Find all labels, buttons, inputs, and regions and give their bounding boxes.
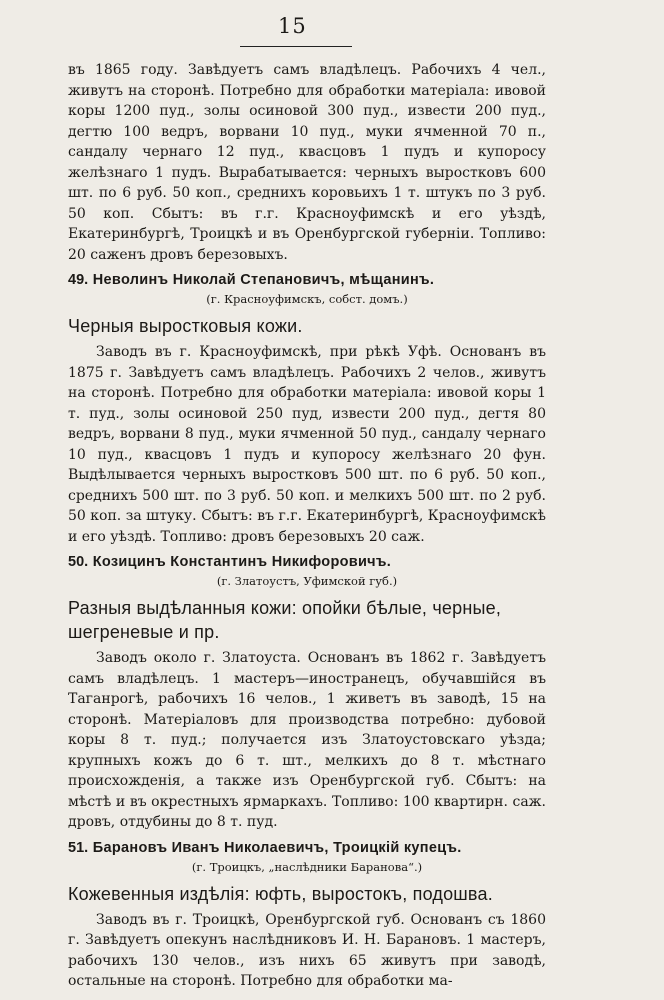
entry-49: [68, 269, 546, 547]
page-body: [68, 60, 546, 992]
entry-owner: Барановъ Иванъ Николаевичъ, Троицкій купецъ.: [92, 839, 462, 856]
entry-heading: [68, 269, 546, 291]
entry-description: Заводъ въ г. Красноуфимскѣ, при рѣкѣ Уфѣ. Основанъ въ 1875 г. Завѣдуетъ самъ владѣлецъ. Рабочихъ 2 челов., живутъ на сторонѣ. Потребно для обработки матеріала: ивовой коры 1 т. пуд., золы осиновой 250 пуд, извести 200 пуд., дегтя 80 ведръ, ворвани 8 пуд., муки ячменной 50 пуд., сандалу чернаго 10 пуд., квасцовъ 1 пудъ и купоросу желѣзнаго 20 фун. Выдѣлывается черныхъ выростковъ 500 шт. по 6 руб. 50 коп., среднихъ 500 шт. по 3 руб. 50 коп. и мелкихъ 500 шт. по 2 руб. 50 коп. за штуку. Сбытъ: въ г.г. Екатеринбургѣ, Красноуфимскѣ и его уѣздѣ. Топливо: дровъ березовыхъ 20 саж.: [68, 344, 546, 545]
entry-description: Заводъ въ г. Троицкѣ, Оренбургской губ. Основанъ съ 1860 г. Завѣдуетъ опекунъ наслѣдниковъ И. Н. Барановъ. 1 мастеръ, рабочихъ 130 челов., изъ нихъ 65 живутъ при заводѣ, остальные на сторонѣ. Потребно для обработки ма-: [68, 911, 546, 989]
entry-owner: Козицинъ Константинъ Никифоровичъ.: [92, 554, 392, 570]
entry-product: Черныя выростковыя кожи.: [68, 316, 303, 336]
entry-owner: Неволинъ Николай Степановичъ, мѣщанинъ.: [92, 272, 435, 288]
entry-product: Разныя выдѣланныя кожи: опойки бѣлые, черные, шегреневые и пр.: [68, 598, 502, 642]
entry-number: 50.: [68, 554, 89, 570]
entry-number: 49.: [68, 272, 89, 288]
entry-description: Заводъ около г. Златоуста. Основанъ въ 1862 г. Завѣдуетъ самъ владѣлецъ. 1 мастеръ—иностранецъ, обучавшійся въ Таганрогѣ, рабочихъ 16 челов., 1 живетъ въ заводѣ, 15 на сторонѣ. Матеріаловъ для производства потребно: дубовой коры 8 т. пуд.; получается изъ Златоустовскаго уѣзда; крупныхъ кожъ до 6 т. шт., мелкихъ до 8 т. мѣстнаго происхожденія, а также изъ Оренбургской губ. Сбытъ: на мѣстѣ и въ окрестныхъ ярмаркахъ. Топливо: 100 квартирн. саж. дровъ, отдубины до 8 т. пуд.: [68, 650, 546, 830]
page-number: 15: [278, 14, 307, 38]
entry-50: [68, 551, 546, 833]
entry-heading: [68, 837, 546, 859]
entry-address: (г. Красноуфимскъ, собст. домъ.): [206, 292, 408, 306]
entry-51: [68, 837, 546, 992]
entry-address: (г. Златоустъ, Уфимской губ.): [216, 574, 398, 588]
entry-product: Кожевенныя издѣлія: юфть, выростокъ, подошва.: [68, 883, 493, 904]
header-rule: [240, 46, 352, 47]
continued-paragraph: въ 1865 году. Завѣдуетъ самъ владѣлецъ. Рабочихъ 4 чел., живутъ на сторонѣ. Потребно для обработки матеріала: ивовой коры 1200 пуд., золы осиновой 300 пуд., извести 200 пуд., дегтю 100 ведръ, ворвани 10 пуд., муки ячменной 70 п., сандалу чернаго 12 пуд., квасцовъ 1 пудъ и купоросу желѣзнаго 1 пудъ. Вырабатывается: черныхъ выростковъ 600 шт. по 6 руб. 50 коп., среднихъ коровьихъ 1 т. штукъ по 3 руб. 50 коп. Сбытъ: въ г.г. Красноуфимскѣ и его уѣздѣ, Екатеринбургѣ, Троицкѣ и въ Оренбургской губерніи. Топливо: 20 саженъ дровъ березовыхъ.: [68, 62, 546, 263]
entry-number: 51.: [68, 839, 89, 856]
entry-heading: [68, 551, 546, 573]
entry-address: (г. Троицкъ, „наслѣдники Баранова“.): [191, 859, 423, 874]
